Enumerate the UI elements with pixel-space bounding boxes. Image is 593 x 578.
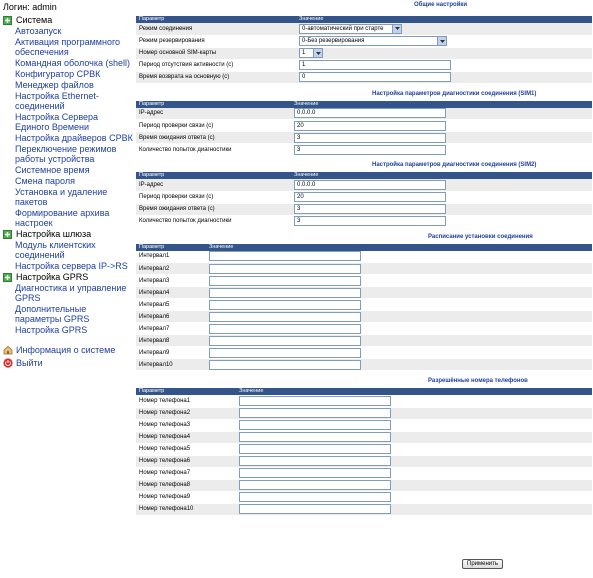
sidebar-item-packages[interactable]: Установка и удаление пакетов (15, 187, 108, 207)
table-row (136, 395, 592, 407)
sidebar-group-gateway[interactable] (3, 229, 134, 239)
row-label: Интервал7 (136, 323, 206, 335)
schedule-section-title: Расписание установки соединения (428, 233, 533, 240)
main-sim-select[interactable] (299, 48, 323, 58)
row-label: Интервал9 (136, 347, 206, 359)
house-icon (3, 345, 13, 355)
interval-input[interactable] (209, 348, 361, 358)
return-time-input[interactable]: 0 (299, 72, 451, 82)
sidebar-item-system-time[interactable]: Системное время (15, 165, 90, 175)
row-label: Количество попыток диагностики (136, 215, 291, 227)
table-row (136, 179, 592, 191)
sidebar-item-time-server[interactable]: Настройка Сервера Единого Времени (15, 112, 99, 132)
row-label: Режим резервирования (136, 35, 296, 47)
sidebar-item-gprs-diag[interactable]: Диагностика и управление GPRS (15, 283, 127, 303)
sidebar-item-drivers[interactable]: Настройка драйверов СРВК (15, 133, 133, 143)
table-row (136, 347, 592, 359)
expand-icon (3, 230, 12, 239)
system-info-label: Информация о системе (16, 345, 116, 355)
table-row (136, 479, 592, 491)
interval-input[interactable] (209, 360, 361, 370)
phone-input[interactable] (239, 456, 391, 466)
row-label: Номер телефона5 (136, 443, 236, 455)
table-row (136, 71, 592, 83)
row-label: Интервал10 (136, 359, 206, 371)
chevron-down-icon (392, 25, 401, 33)
table-row (136, 215, 592, 227)
select-value: 0-автоматический при старте (302, 25, 384, 32)
sidebar-item-shell[interactable]: Командная оболочка (shell) (15, 58, 130, 68)
general-section-title: Общие настройки (414, 2, 468, 8)
table-row (136, 311, 592, 323)
logout-link[interactable] (3, 358, 134, 368)
row-label: Номер телефона6 (136, 455, 236, 467)
sim2-diagnostics-table (136, 172, 592, 228)
phones-table (136, 388, 592, 516)
sidebar-item-activation[interactable]: Активация программного обеспечения (15, 37, 121, 57)
schedule-table (136, 244, 592, 372)
sidebar-item-password[interactable]: Смена пароля (15, 176, 75, 186)
table-row (136, 120, 592, 132)
table-row (136, 431, 592, 443)
phone-input[interactable] (239, 396, 391, 406)
table-row (136, 287, 592, 299)
param-column-header: Параметр (136, 172, 291, 179)
table-row (136, 275, 592, 287)
table-header (136, 388, 592, 395)
redundancy-mode-select[interactable] (299, 36, 447, 46)
row-label: Режим соединения (136, 23, 296, 35)
interval-input[interactable] (209, 324, 361, 334)
table-row (136, 47, 592, 59)
sim2-timeout-input[interactable]: 3 (294, 204, 446, 214)
sidebar-item-archive[interactable]: Формирование архива настроек (15, 208, 110, 228)
row-label: Номер телефона3 (136, 419, 236, 431)
sidebar-group-label: Настройка GPRS (16, 272, 89, 282)
table-row (136, 299, 592, 311)
sidebar-item-configurator[interactable]: Конфигуратор СРВК (15, 69, 101, 79)
phone-input[interactable] (239, 432, 391, 442)
login-label: Логин: admin (3, 2, 57, 12)
value-column-header: Значение (206, 244, 592, 251)
inactivity-period-input[interactable]: 1 (299, 60, 451, 70)
sim1-timeout-input[interactable]: 3 (294, 133, 446, 143)
table-row (136, 407, 592, 419)
logout-label: Выйти (16, 358, 43, 368)
value-column-header: Значение (236, 388, 592, 395)
sidebar-group-gprs[interactable] (3, 272, 134, 282)
interval-input[interactable] (209, 264, 361, 274)
system-info-link[interactable] (3, 345, 134, 355)
phone-input[interactable] (239, 408, 391, 418)
table-header (136, 101, 592, 108)
table-row (136, 203, 592, 215)
param-column-header: Параметр (136, 101, 291, 108)
table-row (136, 467, 592, 479)
param-column-header: Параметр (136, 16, 296, 23)
table-row (136, 108, 592, 120)
table-header (136, 16, 592, 23)
row-label: IP-адрес (136, 108, 291, 120)
chevron-down-icon (437, 37, 446, 45)
interval-input[interactable] (209, 251, 361, 261)
interval-input[interactable] (209, 300, 361, 310)
table-row (136, 491, 592, 503)
row-label: IP-адрес (136, 179, 291, 191)
main-content (136, 0, 592, 516)
sidebar-item-ip-rs[interactable]: Настройка сервера IP->RS (15, 261, 128, 271)
table-row (136, 35, 592, 47)
select-value: 1 (302, 50, 306, 56)
sim2-check-period-input[interactable]: 20 (294, 192, 446, 202)
row-label: Интервал2 (136, 263, 206, 275)
row-label: Номер телефона8 (136, 479, 236, 491)
table-row (136, 359, 592, 371)
value-column-header: Значение (296, 16, 592, 23)
row-label: Номер телефона2 (136, 407, 236, 419)
param-column-header: Параметр (136, 244, 206, 251)
phone-input[interactable] (239, 504, 391, 514)
row-label: Период проверки связи (с) (136, 191, 291, 203)
row-label: Интервал8 (136, 335, 206, 347)
expand-icon (3, 273, 12, 282)
sidebar-item-file-manager[interactable]: Менеджер файлов (15, 80, 94, 90)
sim1-check-period-input[interactable]: 20 (294, 121, 446, 131)
value-column-header: Значение (291, 101, 592, 108)
table-row (136, 263, 592, 275)
table-row (136, 443, 592, 455)
interval-input[interactable] (209, 276, 361, 286)
table-row (136, 132, 592, 144)
table-row (136, 455, 592, 467)
value-column-header: Значение (291, 172, 592, 179)
phone-input[interactable] (239, 420, 391, 430)
row-label: Номер основной SIM-карты (136, 47, 296, 59)
chevron-down-icon (313, 49, 322, 57)
table-header (136, 244, 592, 251)
sim1-section-title: Настройка параметров диагностики соединения (SIM1) (372, 90, 537, 97)
row-label: Номер телефона7 (136, 467, 236, 479)
row-label: Период проверки связи (с) (136, 120, 291, 132)
row-label: Номер телефона10 (136, 503, 236, 515)
sidebar-group-system[interactable] (3, 15, 134, 25)
row-label: Время ожидания ответа (с) (136, 132, 291, 144)
param-column-header: Параметр (136, 388, 236, 395)
phones-section-title: Разрешённые номера телефонов (428, 378, 528, 384)
row-label: Интервал5 (136, 299, 206, 311)
sidebar-item-client-module[interactable]: Модуль клиентских соединений (15, 240, 96, 260)
sidebar (3, 2, 134, 368)
select-value: 0-Без резервирования (302, 38, 365, 44)
sidebar-item-gprs-settings[interactable]: Настройка GPRS (15, 325, 88, 335)
table-row (136, 144, 592, 156)
phone-input[interactable] (239, 468, 391, 478)
row-label: Интервал6 (136, 311, 206, 323)
sim2-attempts-input[interactable]: 3 (294, 216, 446, 226)
sidebar-item-ethernet[interactable]: Настройка Ethernet-соединений (15, 91, 99, 111)
sidebar-item-modes[interactable]: Переключение режимов работы устройства (15, 144, 117, 164)
sim1-ip-input[interactable]: 0.0.0.0 (294, 108, 446, 118)
sidebar-item-autostart[interactable]: Автозапуск (15, 26, 62, 36)
expand-icon (3, 16, 12, 25)
table-row (136, 251, 592, 263)
phone-input[interactable] (239, 492, 391, 502)
row-label: Время возврата на основную (с) (136, 71, 296, 83)
phone-input[interactable] (239, 480, 391, 490)
table-row (136, 335, 592, 347)
sidebar-item-gprs-extra[interactable]: Дополнительные параметры GPRS (15, 304, 90, 324)
general-settings-table (136, 16, 592, 84)
phone-input[interactable] (239, 444, 391, 454)
sim2-section-title: Настройка параметров диагностики соединения (SIM2) (372, 162, 537, 168)
apply-button[interactable]: Применить (462, 559, 503, 569)
table-row (136, 23, 592, 35)
table-row (136, 323, 592, 335)
sim1-diagnostics-table (136, 101, 592, 157)
row-label: Период отсутствия активности (с) (136, 59, 296, 71)
row-label: Номер телефона4 (136, 431, 236, 443)
power-icon (3, 358, 13, 368)
interval-input[interactable] (209, 288, 361, 298)
row-label: Номер телефона9 (136, 491, 236, 503)
table-header (136, 172, 592, 179)
row-label: Интервал3 (136, 275, 206, 287)
table-row (136, 419, 592, 431)
table-row (136, 191, 592, 203)
interval-input[interactable] (209, 312, 361, 322)
table-row (136, 59, 592, 71)
row-label: Интервал1 (136, 251, 206, 263)
row-label: Интервал4 (136, 287, 206, 299)
sim1-attempts-input[interactable]: 3 (294, 145, 446, 155)
connection-mode-select[interactable] (299, 24, 402, 34)
sidebar-group-label: Система (16, 15, 53, 25)
row-label: Количество попыток диагностики (136, 144, 291, 156)
table-row (136, 503, 592, 515)
sidebar-group-label: Настройка шлюза (16, 229, 92, 239)
row-label: Номер телефона1 (136, 395, 236, 407)
sim2-ip-input[interactable]: 0.0.0.0 (294, 180, 446, 190)
interval-input[interactable] (209, 336, 361, 346)
row-label: Время ожидания ответа (с) (136, 203, 291, 215)
